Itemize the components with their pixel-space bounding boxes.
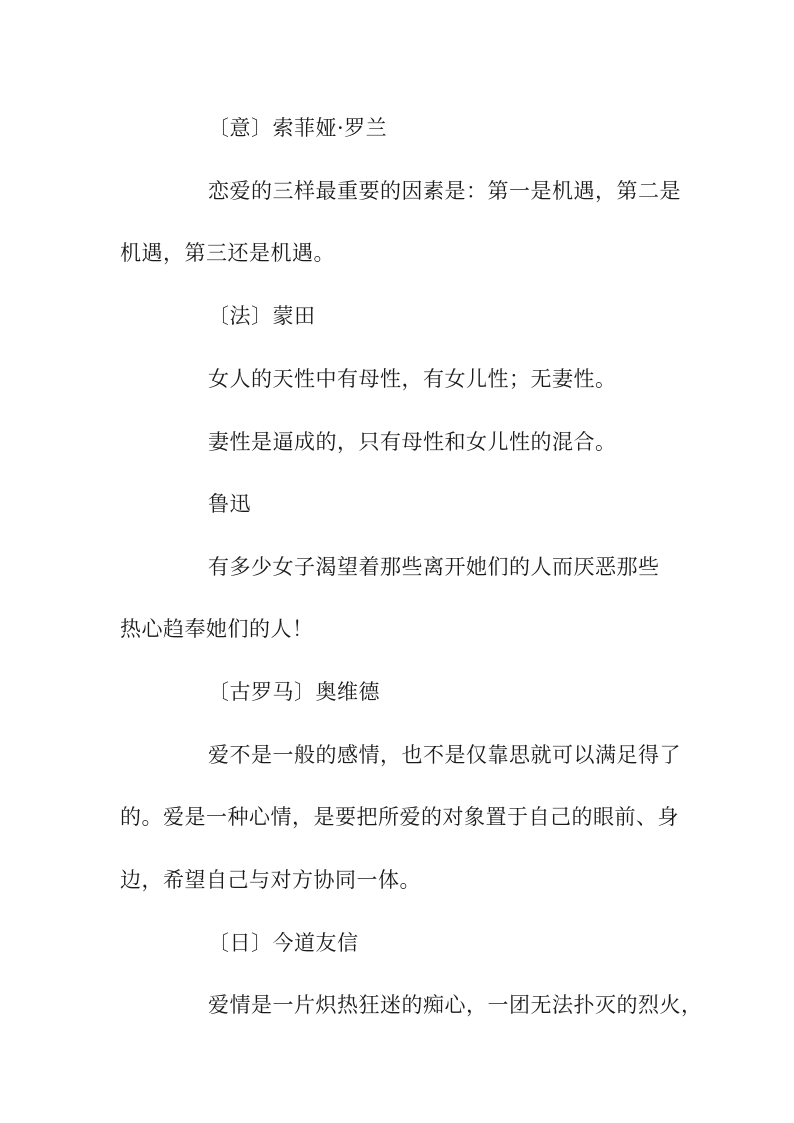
author-attribution: 鲁迅 xyxy=(208,492,251,516)
paragraph-line: 的。爱是一种心情，是要把所爱的对象置于自己的眼前、身 xyxy=(120,805,679,829)
paragraph-line: 有多少女子渴望着那些离开她们的人而厌恶那些 xyxy=(208,555,660,579)
paragraph-line: 女人的天性中有母性，有女儿性；无妻性。 xyxy=(208,367,617,391)
paragraph-line: 恋爱的三样最重要的因素是：第一是机遇，第二是 xyxy=(208,179,681,203)
author-attribution: 〔古罗马〕奥维德 xyxy=(208,680,380,704)
author-attribution: 〔法〕蒙田 xyxy=(208,304,316,328)
author-attribution: 〔日〕今道友信 xyxy=(208,931,359,955)
author-attribution: 〔意〕索菲娅·罗兰 xyxy=(208,116,388,140)
paragraph-line: 妻性是逼成的，只有母性和女儿性的混合。 xyxy=(208,430,617,454)
paragraph-line: 机遇，第三还是机遇。 xyxy=(120,241,335,265)
paragraph-line: 爱不是一般的感情，也不是仅靠思就可以满足得了 xyxy=(208,743,681,767)
paragraph-line: 热心趋奉她们的人！ xyxy=(120,617,314,641)
paragraph-line: 边，希望自己与对方协同一体。 xyxy=(120,868,421,892)
paragraph-line: 爱情是一片炽热狂迷的痴心，一团无法扑灭的烈火， xyxy=(208,993,703,1017)
